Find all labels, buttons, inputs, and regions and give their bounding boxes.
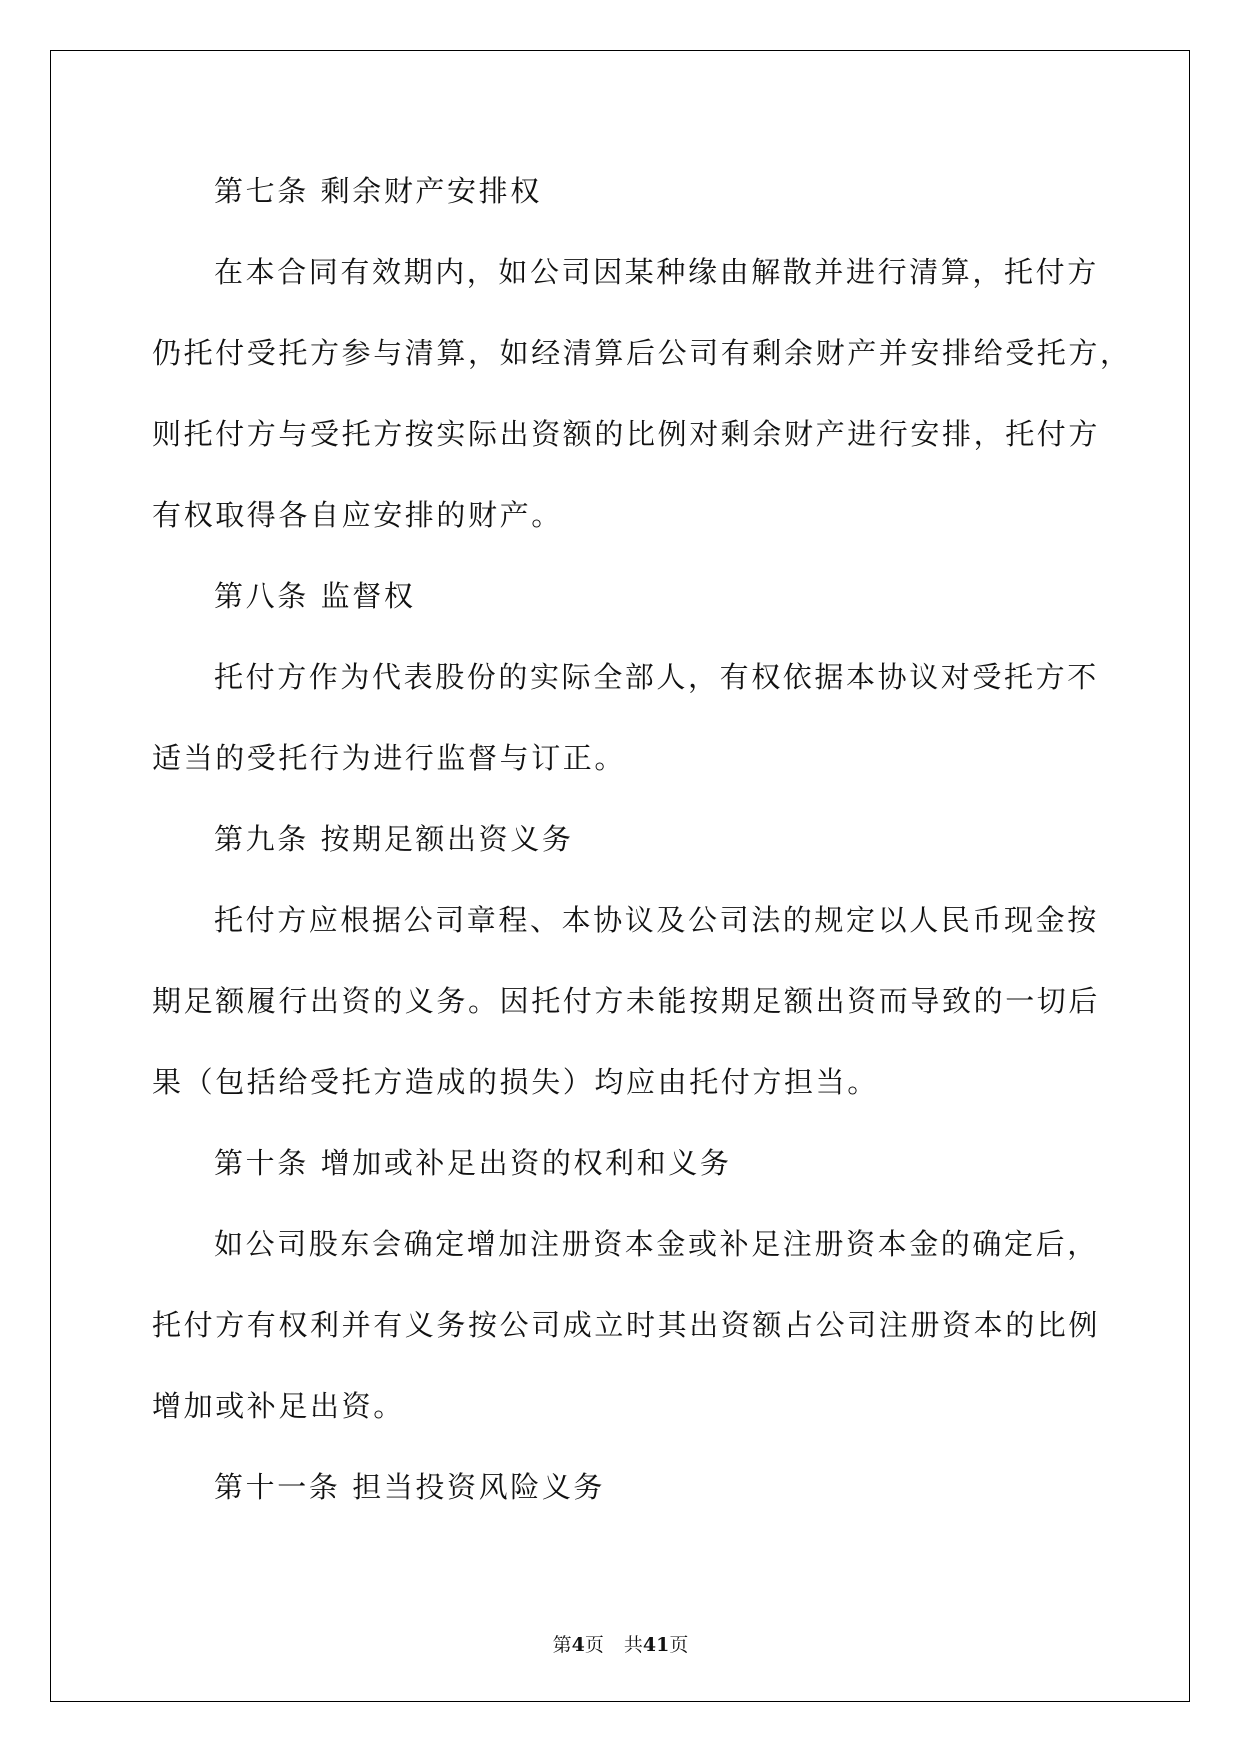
page-prefix: 第 <box>552 1634 572 1656</box>
page-suffix: 页 <box>584 1634 604 1656</box>
paragraph-line: 适当的受托行为进行监督与订正。 <box>152 741 627 775</box>
paragraph-line: 期足额履行出资的义务。因托付方未能按期足额出资而导致的一切后 <box>152 984 1101 1018</box>
article-11-heading: 第十一条 担当投资风险义务 <box>214 1470 606 1504</box>
article-9-heading: 第九条 按期足额出资义务 <box>214 822 574 856</box>
paragraph-line: 托付方应根据公司章程、本协议及公司法的规定以人民币现金按 <box>214 903 1099 937</box>
paragraph-line: 增加或补足出资。 <box>152 1389 405 1423</box>
paragraph-line: 托付方作为代表股份的实际全部人，有权依据本协议对受托方不 <box>214 660 1099 694</box>
page-border <box>50 50 1190 1702</box>
total-suffix: 页 <box>669 1634 689 1656</box>
page-number: 4 <box>571 1634 585 1656</box>
paragraph-line: 在本合同有效期内，如公司因某种缘由解散并进行清算，托付方 <box>214 255 1099 289</box>
total-pages: 41 <box>642 1634 670 1656</box>
paragraph-line: 仍托付受托方参与清算，如经清算后公司有剩余财产并安排给受托方， <box>152 336 1132 370</box>
page-footer <box>0 1632 1241 1658</box>
paragraph-line: 如公司股东会确定增加注册资本金或补足注册资本金的确定后， <box>214 1227 1099 1261</box>
paragraph-line: 果（包括给受托方造成的损失）均应由托付方担当。 <box>152 1065 879 1099</box>
paragraph-line: 有权取得各自应安排的财产。 <box>152 498 563 532</box>
paragraph-line: 托付方有权利并有义务按公司成立时其出资额占公司注册资本的比例 <box>152 1308 1101 1342</box>
paragraph-line: 则托付方与受托方按实际出资额的比例对剩余财产进行安排，托付方 <box>152 417 1101 451</box>
article-7-heading: 第七条 剩余财产安排权 <box>214 174 542 208</box>
article-8-heading: 第八条 监督权 <box>214 579 416 613</box>
article-10-heading: 第十条 增加或补足出资的权利和义务 <box>214 1146 732 1180</box>
total-prefix: 共 <box>623 1634 643 1656</box>
